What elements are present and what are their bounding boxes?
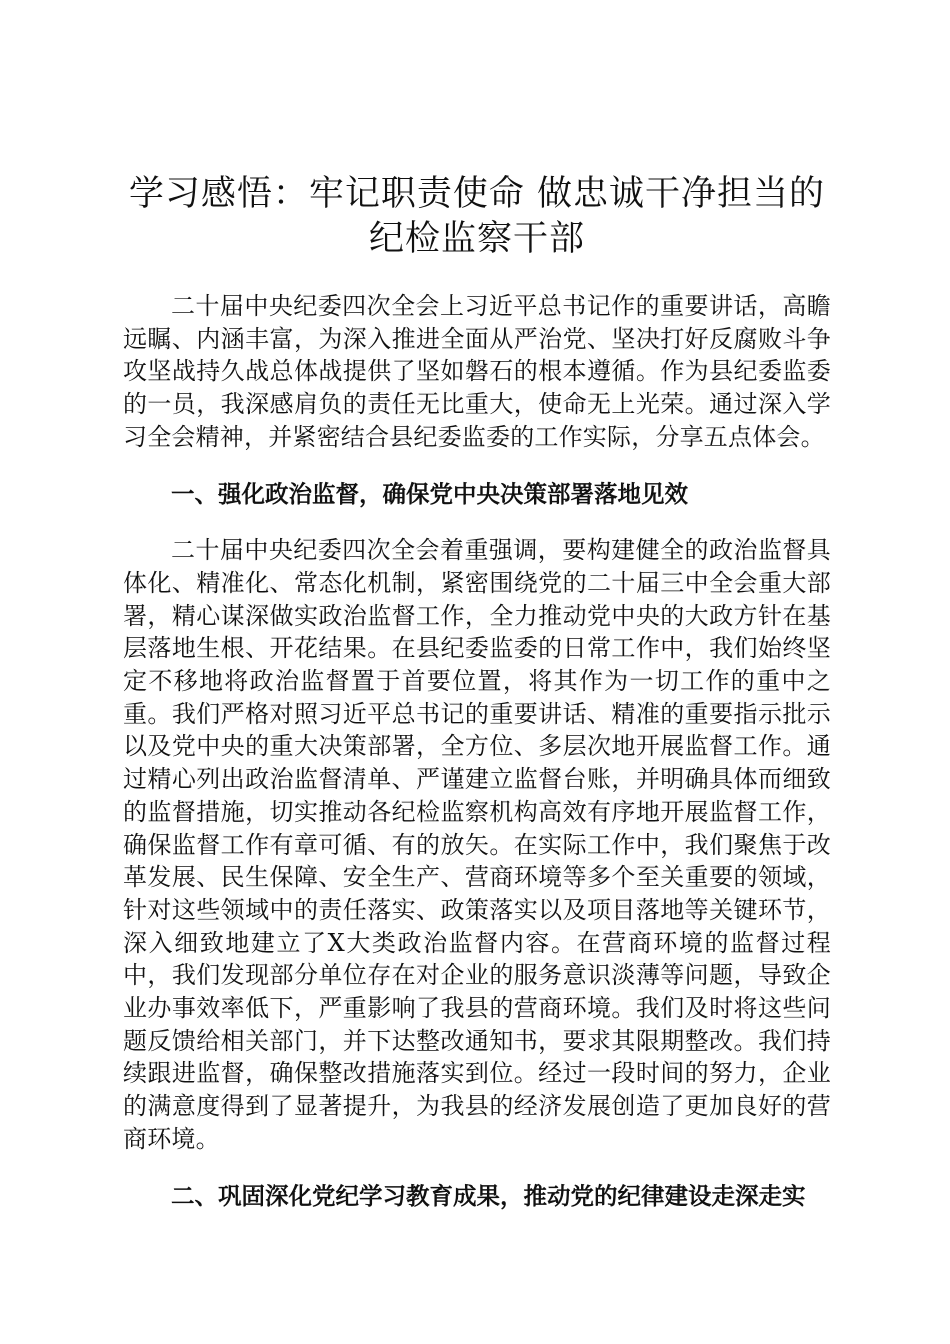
document-content xyxy=(123,172,831,1212)
document-title xyxy=(123,172,831,262)
section-heading-2: 二、巩固深化党纪学习教育成果，推动党的纪律建设走深走实 xyxy=(171,1181,806,1210)
section-heading-1: 一、强化政治监督，确保党中央决策部署落地见效 xyxy=(171,479,688,508)
section-1-paragraph: 二十届中央纪委四次全会着重强调，要构建健全的政治监督具体化、精准化、常态化机制，紧密围绕党的二十届三中全会重大部署，精心谋深做实政治监督工作，全力推动党中央的大政方针在基层落地生根、开花结果。在县纪委监委的日常工作中，我们始终坚定不移地将政治监督置于首要位置，将其作为一切工作的重中之重。我们严格对照习近平总书记的重要讲话、精准的重要指示批示以及党中央的重大决策部署，全方位、多层次地开展监督工作。通过精心列出政治监督清单、严谨建立监督台账，并明确具体而细致的监督措施，切实推动各纪检监察机构高效有序地开展监督工作，确保监督工作有章可循、有的放矢。在实际工作中，我们聚焦于改革发展、民生保障、安全生产、营商环境等多个至关重要的领域，针对这些领域中的责任落实、政策落实以及项目落地等关键环节，深入细致地建立了X大类政治监督内容。在营商环境的监督过程中，我们发现部分单位存在对企业的服务意识淡薄等问题，导致企业办事效率低下，严重影响了我县的营商环境。我们及时将这些问题反馈给相关部门，并下达整改通知书，要求其限期整改。我们持续跟进监督，确保整改措施落实到位。经过一段时间的努力，企业的满意度得到了显著提升，为我县的经济发展创造了更加良好的营商环境。 xyxy=(123,536,831,1153)
title-line-1: 学习感悟：牢记职责使命 做忠诚干净担当的 xyxy=(128,174,826,214)
intro-paragraph: 二十届中央纪委四次全会上习近平总书记作的重要讲话，高瞻远瞩、内涵丰富，为深入推进全面从严治党、坚决打好反腐败斗争攻坚战持久战总体战提供了坚如磐石的根本遵循。作为县纪委监委的一员，我深感肩负的责任无比重大，使命无上光荣。通过深入学习全会精神，并紧密结合县纪委监委的工作实际，分享五点体会。 xyxy=(123,292,831,451)
title-line-2: 纪检监察干部 xyxy=(368,219,585,259)
